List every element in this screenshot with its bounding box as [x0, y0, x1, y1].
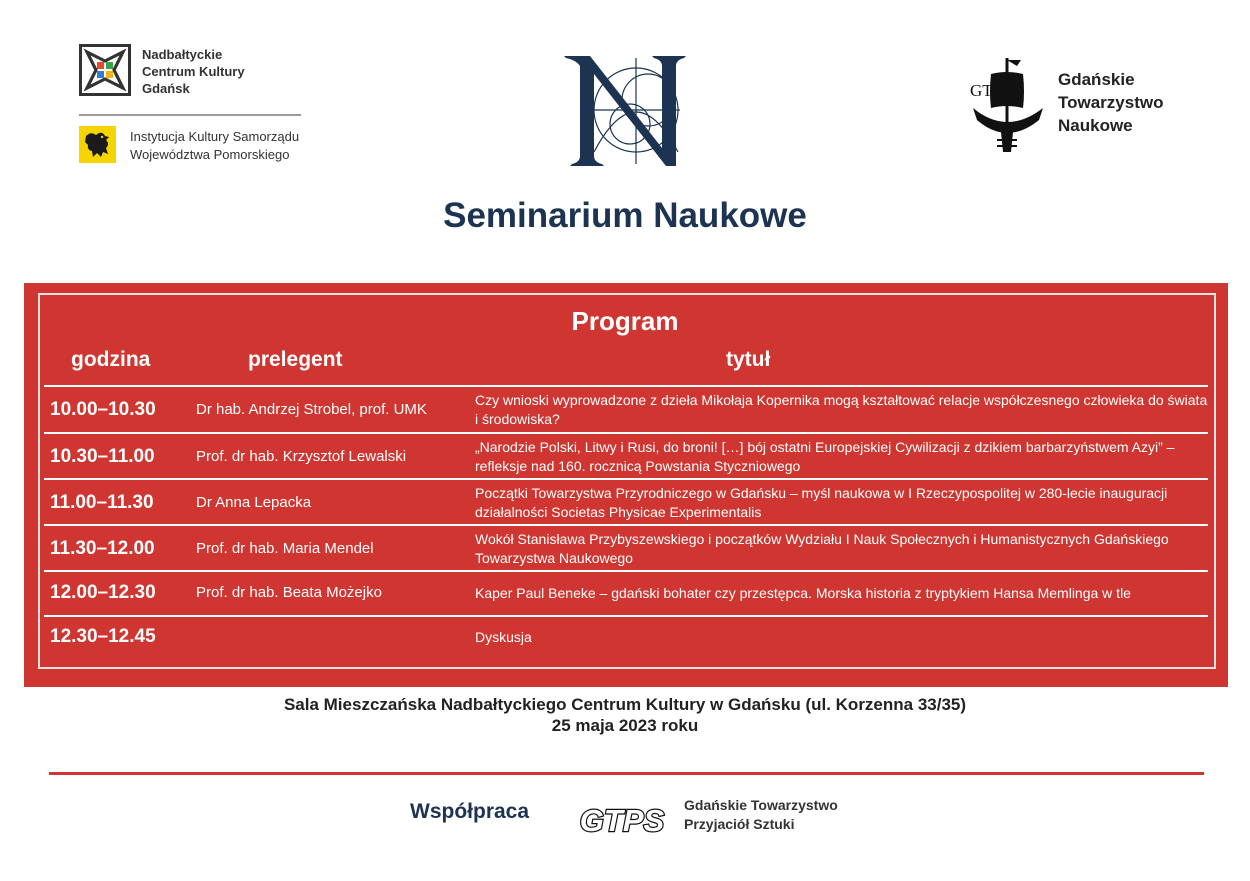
logo-divider — [79, 114, 301, 116]
institution-line-2: Województwa Pomorskiego — [130, 147, 290, 162]
column-header-title: tytuł — [726, 348, 771, 371]
gtn-logo-letter-g: GTN — [970, 81, 1005, 100]
institution-line-1: Instytucja Kultury Samorządu — [130, 129, 300, 144]
footer-divider — [49, 772, 1204, 775]
row-time: 11.30–12.00 — [50, 538, 155, 559]
institution-name — [130, 128, 299, 164]
n-emblem-icon — [560, 52, 692, 170]
nck-name — [142, 46, 245, 97]
nck-logo-icon — [79, 44, 131, 96]
table-row — [44, 434, 1208, 480]
cooperation-label: Współpraca — [410, 800, 530, 823]
gtps-logo-icon — [577, 800, 667, 840]
row-time: 10.00–10.30 — [50, 399, 156, 420]
pomorskie-griffin-icon — [79, 126, 116, 163]
gtn-name-line-3: Naukowe — [1058, 116, 1133, 135]
program-heading: Program — [571, 306, 679, 336]
gtps-logo-text: GTPS — [579, 803, 665, 838]
row-title: Czy wnioski wyprowadzone z dzieła Mikołaja Kopernika mogą kształtować relacje współczesnego człowieka do świata i środowiska? — [475, 392, 1208, 427]
venue-date: 25 maja 2023 roku — [551, 716, 699, 735]
row-speaker: Dr hab. Andrzej Strobel, prof. UMK — [196, 401, 427, 418]
table-row — [44, 570, 1208, 616]
partner-name-line-2: Przyjaciół Sztuki — [684, 816, 795, 832]
table-row — [44, 526, 1208, 572]
gtn-name-line-1: Gdańskie — [1058, 70, 1135, 89]
nck-name-line-1: Nadbałtyckie — [142, 47, 223, 62]
row-speaker: Prof. dr hab. Beata Możejko — [196, 584, 382, 601]
gtn-ship-icon — [967, 56, 1049, 154]
gtn-name-line-2: Towarzystwo — [1058, 93, 1164, 112]
partner-name-line-1: Gdańskie Towarzystwo — [684, 797, 838, 813]
table-row — [44, 387, 1208, 433]
row-title: Dyskusja — [475, 628, 532, 645]
row-time: 12.00–12.30 — [50, 582, 156, 603]
gtn-name — [1058, 68, 1163, 137]
venue-location: Sala Mieszczańska Nadbałtyckiego Centrum Kultury w Gdańsku (ul. Korzenna 33/35) — [283, 695, 967, 714]
table-row — [44, 614, 1208, 660]
row-title: Początki Towarzystwa Przyrodniczego w Gdańsku – myśl naukowa w I Rzeczypospolitej w 280-lecie inauguracji działalności Societas Physicae Experimentalis — [475, 485, 1168, 520]
column-header-time: godzina — [71, 348, 151, 371]
column-header-speaker: prelegent — [248, 348, 343, 371]
partner-name — [684, 796, 838, 834]
row-time: 10.30–11.00 — [50, 446, 155, 467]
nck-name-line-2: Centrum Kultury — [142, 64, 245, 79]
table-row — [44, 480, 1208, 526]
page-title: Seminarium Naukowe — [443, 196, 807, 235]
row-title: Wokół Stanisława Przybyszewskiego i początków Wydziału I Nauk Społecznych i Humanistycznych Gdańskiego Towarzystwa Naukowego — [475, 531, 1169, 566]
row-time: 12.30–12.45 — [50, 626, 156, 647]
nck-name-line-3: Gdańsk — [142, 81, 190, 96]
row-speaker: Prof. dr hab. Krzysztof Lewalski — [196, 448, 407, 465]
row-speaker: Prof. dr hab. Maria Mendel — [196, 540, 374, 557]
row-title: „Narodzie Polski, Litwy i Rusi, do broni! […] bój ostatni Europejskiej Cywilizacji z dzikiem barbarzyństwem Azyi” – refleksje nad 160. rocznicą Powstania Styczniowego — [475, 439, 1175, 474]
row-title: Kaper Paul Beneke – gdański bohater czy przestępca. Morska historia z tryptykiem Hansa Memlinga w tle — [475, 584, 1131, 601]
venue-info — [0, 694, 1250, 736]
row-speaker: Dr Anna Lepacka — [196, 494, 312, 511]
row-time: 11.00–11.30 — [50, 492, 154, 513]
